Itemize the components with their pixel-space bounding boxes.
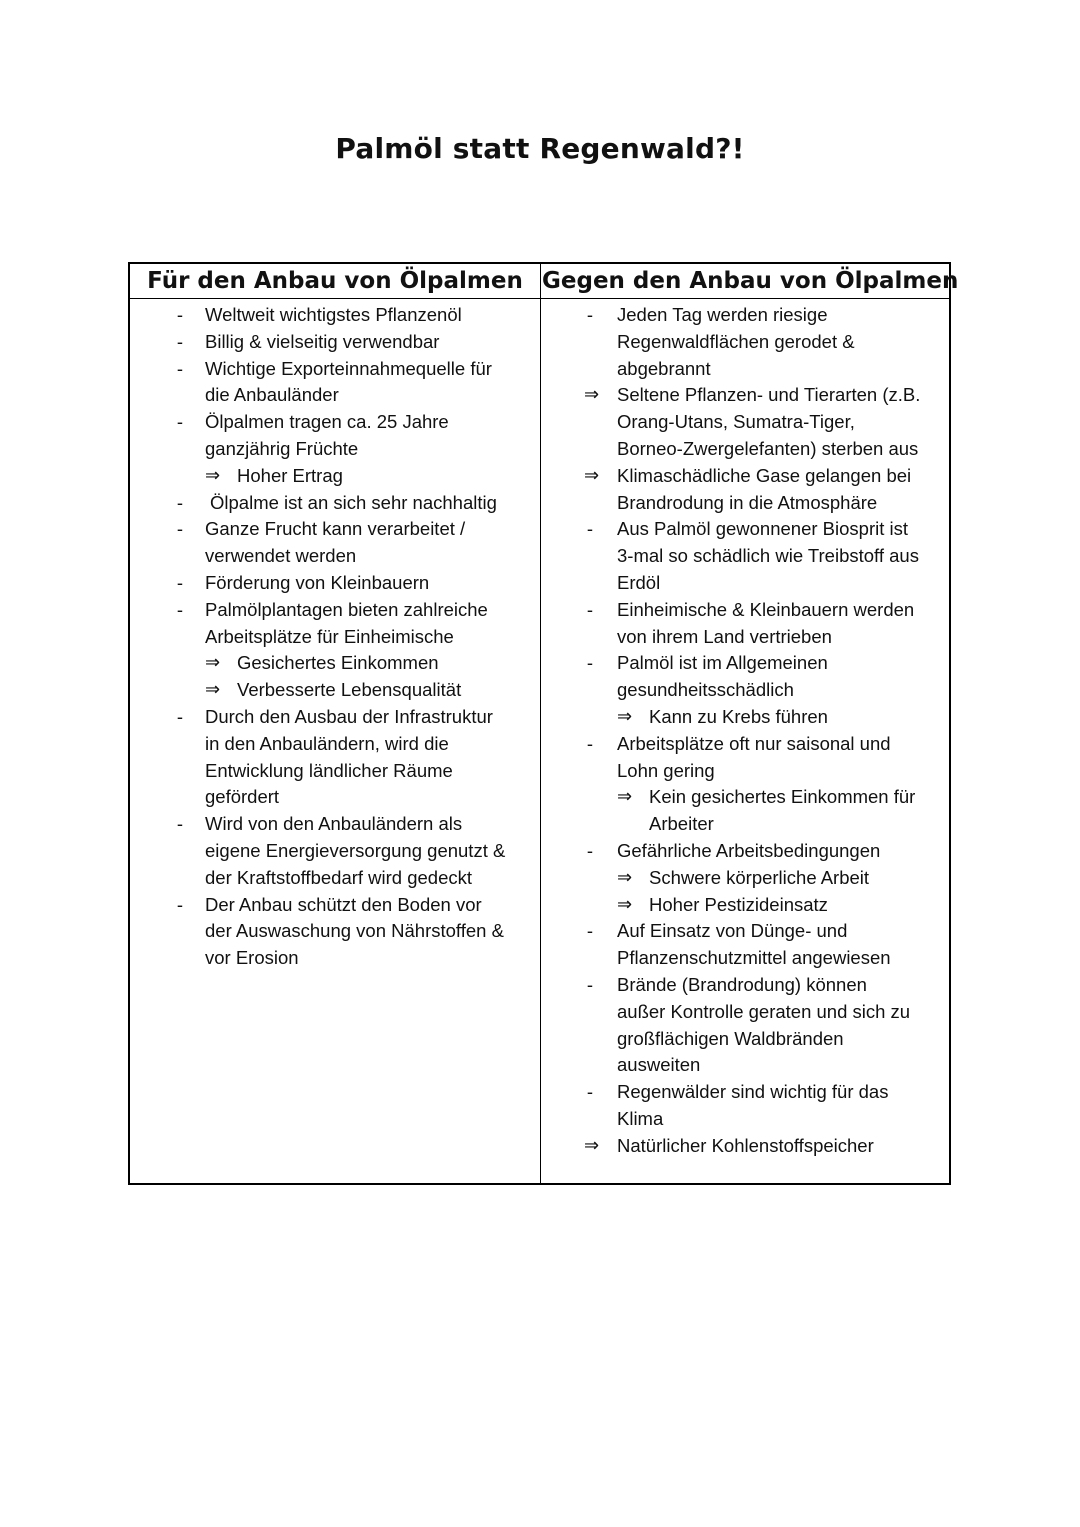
list-item-continuation [130, 543, 540, 570]
list-item [130, 516, 540, 543]
bullet-dash: - [176, 518, 184, 540]
list-item-text: Wichtige Exporteinnahmequelle für [205, 357, 492, 379]
list-item [130, 811, 540, 838]
list-item-text: Natürlicher Kohlenstoffspeicher [617, 1134, 874, 1156]
implies-arrow-icon: ⇒ [584, 384, 600, 406]
list-subitem-continuation [542, 811, 952, 838]
list-item-continuation [542, 409, 952, 436]
list-item-text: Hoher Ertrag [237, 464, 343, 486]
list-item [542, 918, 952, 945]
contra-column-header: Gegen den Anbau von Ölpalmen [542, 268, 959, 294]
list-item-text: der Kraftstoffbedarf wird gedeckt [205, 866, 473, 888]
list-item-text: gefördert [205, 786, 280, 808]
list-item-text: von ihrem Land vertrieben [617, 625, 832, 647]
list-item-continuation [130, 436, 540, 463]
list-item-text: Regenwälder sind wichtig für das [617, 1081, 889, 1103]
list-item-continuation [542, 1106, 952, 1133]
list-item-text: Schwere körperliche Arbeit [649, 866, 870, 888]
list-subitem [542, 784, 952, 811]
list-item [542, 597, 952, 624]
bullet-dash: - [586, 518, 594, 540]
list-item-arrow [542, 382, 952, 409]
list-item-text: Aus Palmöl gewonnener Biosprit ist [617, 518, 909, 540]
list-item-text: Entwicklung ländlicher Räume [205, 759, 453, 781]
list-item [130, 356, 540, 383]
list-item-continuation [542, 570, 952, 597]
header-divider [130, 298, 949, 299]
list-item-text: die Anbauländer [205, 384, 339, 406]
list-item [542, 731, 952, 758]
list-item-text: Kann zu Krebs führen [649, 705, 828, 727]
list-item-continuation [130, 758, 540, 785]
list-item-text: eigene Energieversorgung genutzt & [205, 839, 506, 861]
list-item [542, 516, 952, 543]
list-item-continuation [542, 945, 952, 972]
list-item-text: Einheimische & Kleinbauern werden [617, 598, 915, 620]
list-item-text: Der Anbau schützt den Boden vor [205, 893, 482, 915]
list-item [130, 570, 540, 597]
list-item-continuation [542, 1052, 952, 1079]
list-item-text: Jeden Tag werden riesige [617, 304, 828, 325]
list-item-text: Arbeitsplätze für Einheimische [205, 625, 454, 647]
list-item-text: Brandrodung in die Atmosphäre [617, 491, 878, 513]
bullet-dash: - [176, 304, 184, 325]
list-item-text: großflächigen Waldbränden [617, 1027, 844, 1049]
list-item-text: Klima [617, 1107, 664, 1129]
list-item-text: Pflanzenschutzmittel angewiesen [617, 947, 891, 969]
list-item-arrow [542, 1133, 952, 1160]
list-item [130, 704, 540, 731]
bullet-dash: - [586, 839, 594, 861]
list-subitem [130, 463, 540, 490]
list-item-text: vor Erosion [205, 947, 299, 969]
implies-arrow-icon: ⇒ [617, 866, 633, 888]
list-item-text: Verbesserte Lebensqualität [237, 679, 462, 701]
list-subitem [542, 704, 952, 731]
list-item-text: Wird von den Anbauländern als [205, 813, 463, 835]
list-item-continuation [542, 329, 952, 356]
list-item-text: Arbeiter [649, 813, 714, 835]
list-item-text: Borneo-Zwergelefanten) sterben aus [617, 437, 919, 459]
list-item-text: Lohn gering [617, 759, 715, 781]
list-item-continuation [542, 624, 952, 651]
pro-column-header: Für den Anbau von Ölpalmen [147, 268, 523, 294]
list-item [130, 597, 540, 624]
list-item-text: Ölpalme ist an sich sehr nachhaltig [210, 491, 497, 513]
list-item-continuation [542, 490, 952, 517]
list-item-continuation [130, 624, 540, 651]
column-divider [540, 264, 541, 1183]
list-item [542, 650, 952, 677]
list-item [542, 302, 952, 329]
list-item-continuation [130, 945, 540, 972]
list-item-text: Ölpalmen tragen ca. 25 Jahre [205, 411, 449, 433]
bullet-dash: - [586, 304, 594, 325]
list-item-text: Palmöl ist im Allgemeinen [617, 652, 828, 674]
list-item-text: Seltene Pflanzen- und Tierarten (z.B. [617, 384, 921, 406]
list-item-continuation [542, 356, 952, 383]
bullet-dash: - [586, 1081, 594, 1103]
list-item-continuation [542, 677, 952, 704]
implies-arrow-icon: ⇒ [584, 1134, 600, 1156]
list-item [130, 892, 540, 919]
list-item-text: in den Anbauländern, wird die [205, 732, 449, 754]
list-subitem [130, 677, 540, 704]
bullet-dash: - [176, 893, 184, 915]
list-item-continuation [542, 999, 952, 1026]
implies-arrow-icon: ⇒ [584, 464, 600, 486]
list-item-text: Durch den Ausbau der Infrastruktur [205, 705, 493, 727]
list-item-text: Brände (Brandrodung) können [617, 973, 867, 995]
list-item [130, 302, 540, 329]
list-item-text: abgebrannt [617, 357, 711, 379]
list-item-text: Kein gesichertes Einkommen für [649, 786, 916, 808]
list-subitem [130, 650, 540, 677]
list-item-text: Billig & vielseitig verwendbar [205, 330, 440, 352]
list-item-arrow [542, 463, 952, 490]
bullet-dash: - [176, 571, 184, 593]
list-item-continuation [130, 784, 540, 811]
bullet-dash: - [176, 598, 184, 620]
list-item [130, 329, 540, 356]
bullet-dash: - [176, 357, 184, 379]
list-item-text: verwendet werden [205, 545, 357, 567]
bullet-dash: - [176, 813, 184, 835]
list-item-text: Förderung von Kleinbauern [205, 571, 430, 593]
bullet-dash: - [176, 491, 184, 513]
list-item-continuation [542, 543, 952, 570]
list-item-continuation [542, 436, 952, 463]
list-item-text: ausweiten [617, 1054, 701, 1076]
list-item-continuation [130, 731, 540, 758]
list-item-text: gesundheitsschädlich [617, 679, 794, 701]
pro-list [130, 302, 540, 972]
bullet-dash: - [586, 973, 594, 995]
list-item-text: Arbeitsplätze oft nur saisonal und [617, 732, 891, 754]
bullet-dash: - [586, 920, 594, 942]
bullet-dash: - [586, 732, 594, 754]
page-title: Palmöl statt Regenwald?! [335, 132, 745, 165]
list-item-continuation [130, 838, 540, 865]
implies-arrow-icon: ⇒ [205, 679, 221, 701]
contra-list [542, 302, 952, 1160]
list-item-text: Hoher Pestizideinsatz [649, 893, 828, 915]
list-subitem [542, 892, 952, 919]
pro-contra-table [128, 262, 959, 1185]
list-item [130, 490, 540, 517]
list-item-text: Regenwaldflächen gerodet & [617, 330, 855, 352]
list-item-text: Orang-Utans, Sumatra-Tiger, [617, 411, 855, 433]
list-item-text: Klimaschädliche Gase gelangen bei [617, 464, 912, 486]
list-item [130, 409, 540, 436]
list-item-text: Weltweit wichtigstes Pflanzenöl [205, 304, 462, 325]
list-item-text: ganzjährig Früchte [205, 437, 359, 459]
bullet-dash: - [586, 652, 594, 674]
list-item-text: Auf Einsatz von Dünge- und [617, 920, 848, 942]
list-item-continuation [542, 1026, 952, 1053]
list-item-text: Gesichertes Einkommen [237, 652, 439, 674]
list-item [542, 972, 952, 999]
list-item [542, 838, 952, 865]
list-item-text: außer Kontrolle geraten und sich zu [617, 1000, 911, 1022]
list-item-text: Gefährliche Arbeitsbedingungen [617, 839, 881, 861]
list-item-text: Palmölplantagen bieten zahlreiche [205, 598, 488, 620]
list-item-continuation [130, 918, 540, 945]
list-item-continuation [542, 758, 952, 785]
implies-arrow-icon: ⇒ [617, 786, 633, 808]
implies-arrow-icon: ⇒ [617, 893, 633, 915]
list-item-text: 3-mal so schädlich wie Treibstoff aus [617, 545, 919, 567]
bullet-dash: - [176, 705, 184, 727]
list-item-continuation [130, 382, 540, 409]
implies-arrow-icon: ⇒ [617, 705, 633, 727]
list-item [542, 1079, 952, 1106]
list-item-text: der Auswaschung von Nährstoffen & [205, 920, 504, 942]
implies-arrow-icon: ⇒ [205, 652, 221, 674]
implies-arrow-icon: ⇒ [205, 464, 221, 486]
bullet-dash: - [176, 330, 184, 352]
bullet-dash: - [176, 411, 184, 433]
bullet-dash: - [586, 598, 594, 620]
list-item-text: Erdöl [617, 571, 661, 593]
list-item-continuation [130, 865, 540, 892]
list-item-text: Ganze Frucht kann verarbeitet / [205, 518, 466, 540]
list-subitem [542, 865, 952, 892]
